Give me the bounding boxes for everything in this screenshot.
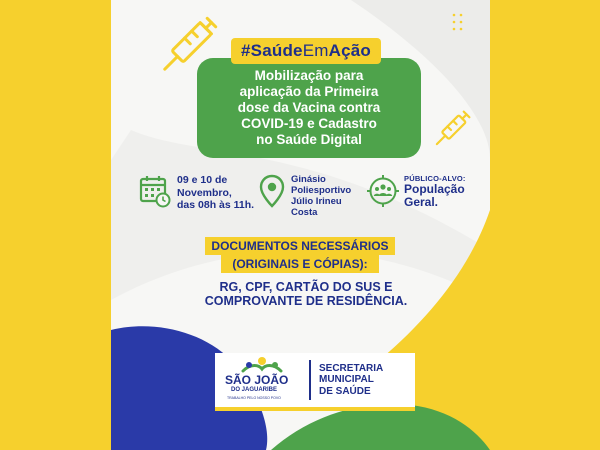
headline-line: aplicação da Primeira [239,84,379,99]
hashtag-part: Ação [328,41,371,60]
headline-line: COVID-19 e Cadastro [241,116,377,131]
audience-line: Geral. [404,195,439,209]
logo-divider [309,360,311,400]
documents-body [171,280,441,308]
left-yellow-band [0,0,111,450]
city-name: SÃO JOÃO [225,373,289,387]
date-line: 09 e 10 de [177,174,228,186]
city-tagline: TRABALHO PELO NOSSO POVO [227,396,281,400]
headline-box [197,58,421,158]
location-info [259,174,351,218]
department-line: DE SAÚDE [319,385,371,397]
date-info [139,174,254,218]
department-line: SECRETARIA [319,362,384,374]
right-yellow-band [490,0,600,450]
headline-line: Mobilização para [254,68,364,83]
audience-info [367,174,466,218]
headline-line: no Saúde Digital [256,132,362,147]
people-group-icon [367,174,399,208]
department-line: MUNICIPAL [319,374,374,386]
headline-text [238,68,381,148]
location-line: Júlio Irineu [291,196,342,207]
audience-label: PÚBLICO-ALVO: [404,174,466,183]
city-subtitle: DO JAGUARIBE [231,387,278,393]
date-text [177,174,254,212]
date-line: das 08h às 11h. [177,199,255,211]
location-pin-icon [259,174,285,208]
location-text [291,174,351,218]
audience-line: População [404,182,465,196]
city-logo [223,355,301,405]
location-line: Poliesportivo [291,185,352,196]
city-emblem [237,355,287,375]
documents-body-line: COMPROVANTE DE RESIDÊNCIA. [204,294,408,308]
audience-text [404,174,466,209]
documents-body-line: RG, CPF, CARTÃO DO SUS E [219,280,393,294]
location-line: Ginásio [291,174,326,185]
headline-line: dose da Vacina contra [237,100,381,115]
documents-title-line: (ORIGINAIS E CÓPIAS): [221,255,379,273]
department-name [319,363,383,398]
campaign-hashtag [231,38,381,64]
location-line: Costa [291,207,318,218]
logo-card [215,353,415,411]
date-line: Novembro, [177,186,232,199]
hashtag-part: #Saúde [241,41,303,60]
dots-grid-icon [451,12,467,32]
calendar-icon [139,174,171,208]
hashtag-part: Em [302,41,329,60]
campaign-poster [111,0,490,450]
documents-title-line: DOCUMENTOS NECESSÁRIOS [205,237,395,255]
syringe-icon [429,108,473,152]
